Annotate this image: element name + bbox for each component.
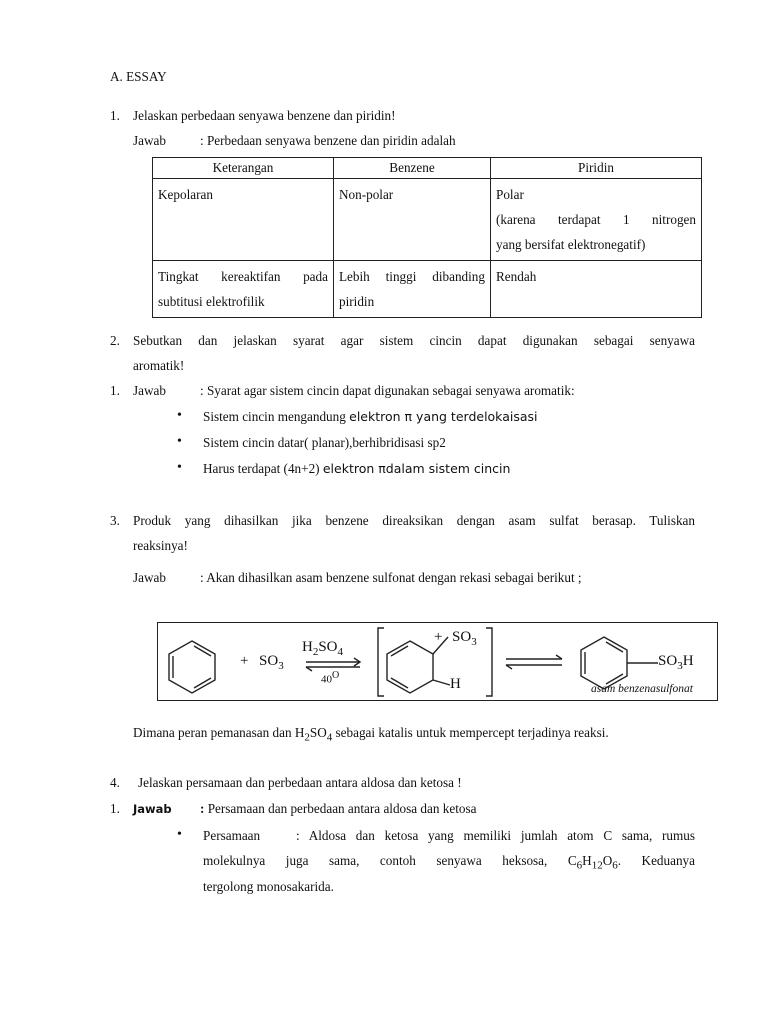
q3-answer-label: Jawab [133, 570, 166, 585]
catalyst-sub: 4 [337, 646, 344, 658]
product-text: H [682, 653, 694, 669]
q4-answer-number: 1. [110, 801, 120, 816]
q4-answer-text [200, 801, 476, 817]
product-sub: 3 [677, 660, 683, 672]
q1-answer-label: Jawab [133, 133, 166, 148]
catalyst-text: H [302, 639, 313, 655]
note-text: Dimana peran pemanasan dan H [133, 725, 305, 740]
table-header: Piridin [491, 158, 702, 179]
bullet-dot-icon: • [177, 434, 182, 449]
q4-answer-label: Jawab [133, 802, 172, 816]
formula-sub: 6 [612, 859, 618, 872]
note-text: sebagai katalis untuk mempercept terjadinya reaksi. [332, 725, 609, 740]
cell-text: subtitusi elektrofilik [158, 294, 265, 309]
temperature-value: 40 [321, 673, 332, 686]
bullet-dot-icon: • [177, 827, 182, 842]
q2-bullet-1 [203, 409, 538, 425]
cell-text: Tingkat kereaktifan pada [158, 269, 328, 284]
bracket-right [486, 628, 492, 696]
degree-sign: O [332, 670, 340, 681]
q2-question-line2: aromatik! [133, 358, 185, 373]
cell-text: yang bersifat elektronegatif) [496, 237, 646, 252]
answer-colon: : [200, 801, 205, 816]
reagent-sub: 3 [278, 660, 284, 672]
note-text: SO [309, 725, 327, 740]
q4-bullet-line1: : Aldosa dan ketosa yang memiliki jumlah atom C sama, rumus [296, 828, 695, 843]
section-title: A. ESSAY [110, 69, 167, 84]
cell-text: (karena terdapat 1 nitrogen [496, 212, 696, 227]
q4-number: 4. [110, 775, 120, 790]
intermediate-sub: 3 [471, 636, 477, 648]
bullet-text: molekulnya juga sama, contoh senyawa heksosa, C [203, 853, 577, 868]
q2-answer-label: Jawab [133, 383, 166, 398]
bullet-dot-icon: • [177, 460, 182, 475]
benzene-ring-product-icon [581, 637, 627, 689]
catalyst-text: SO [318, 639, 338, 655]
table-header: Benzene [334, 158, 491, 179]
q1-question: Jelaskan perbedaan senyawa benzene dan piridin! [133, 108, 396, 123]
bullet-text: Sistem cincin mengandung [203, 409, 346, 424]
q3-number: 3. [110, 513, 120, 528]
cell-text: Non-polar [339, 187, 394, 202]
table-cell [334, 261, 491, 318]
cell-text: Rendah [496, 269, 537, 284]
q4-question: Jelaskan persamaan dan perbedaan antara aldosa dan ketosa ! [138, 775, 462, 790]
q2-bullet-3 [203, 461, 510, 477]
table-cell [334, 179, 491, 261]
intermediate-h: H [450, 676, 461, 692]
reaction-plus: + [240, 653, 249, 669]
formula-sub: 6 [576, 859, 583, 872]
catalyst-sub: 2 [312, 646, 319, 658]
bullet-text: . Keduanya [617, 853, 695, 868]
q4-bullet-label: Persamaan [203, 828, 261, 843]
bullet-text-alt: elektron πdalam sistem cincin [322, 461, 511, 476]
q4-bullet-line2 [203, 853, 695, 872]
benzene-ring-icon [169, 641, 215, 693]
temperature [321, 670, 339, 686]
product-so3h [658, 653, 694, 672]
bullet-dot-icon: • [177, 408, 182, 423]
bullet-text: Harus terdapat (4n+2) [203, 461, 320, 476]
cell-text: Polar [496, 187, 524, 202]
table-cell [491, 261, 702, 318]
bullet-text: H [582, 853, 592, 868]
answer-text: Persamaan dan perbedaan antara aldosa dan ketosa [204, 801, 477, 816]
q4-bullet-line3: tergolong monosakarida. [203, 879, 334, 894]
q1-answer-text: : Perbedaan senyawa benzene dan piridin adalah [200, 133, 456, 148]
table-cell [491, 179, 702, 261]
catalyst-h2so4 [302, 639, 343, 658]
comparison-table [152, 157, 702, 318]
intermediate-text: SO [452, 629, 472, 645]
q2-answer-number: 1. [110, 383, 120, 398]
product-name: asam benzenasulfonat [591, 683, 693, 695]
q3-question-line2: reaksinya! [133, 538, 188, 553]
sigma-complex-ring-icon [387, 641, 433, 693]
q3-answer-text: : Akan dihasilkan asam benzene sulfonat dengan rekasi sebagai berikut ; [200, 570, 582, 585]
reagent-so3 [259, 653, 284, 672]
q1-number: 1. [110, 108, 120, 123]
table-cell [153, 179, 334, 261]
q2-answer-text: : Syarat agar sistem cincin dapat digunakan sebagai senyawa aromatik: [200, 383, 575, 398]
bracket-left [378, 628, 384, 696]
product-text: SO [658, 653, 678, 669]
q2-question-line1: Sebutkan dan jelaskan syarat agar sistem cincin dapat digunakan sebagai senyawa [133, 333, 695, 348]
formula-sub: 12 [591, 859, 603, 872]
reaction-scheme [157, 622, 718, 701]
intermediate-so3 [452, 629, 477, 648]
bullet-text: O [602, 853, 613, 868]
bullet-text-alt: elektron π yang terdelokaisasi [349, 409, 538, 424]
table-row [153, 179, 702, 261]
intermediate-plus: + [434, 629, 443, 645]
reagent-text: SO [259, 653, 279, 669]
cell-text: Kepolaran [158, 187, 213, 202]
cell-text: Lebih tinggi dibanding [339, 269, 485, 284]
table-row [153, 261, 702, 318]
q2-number: 2. [110, 333, 120, 348]
cell-text: piridin [339, 294, 375, 309]
note-sub: 2 [304, 731, 310, 744]
q3-question-line1: Produk yang dihasilkan jika benzene direaksikan dengan asam sulfat berasap. Tuliskan [133, 513, 695, 528]
table-header: Keterangan [153, 158, 334, 179]
q2-bullet-2: Sistem cincin datar( planar),berhibridisasi sp2 [203, 435, 446, 450]
note-sub: 4 [326, 731, 333, 744]
q3-note [133, 725, 609, 744]
table-cell [153, 261, 334, 318]
